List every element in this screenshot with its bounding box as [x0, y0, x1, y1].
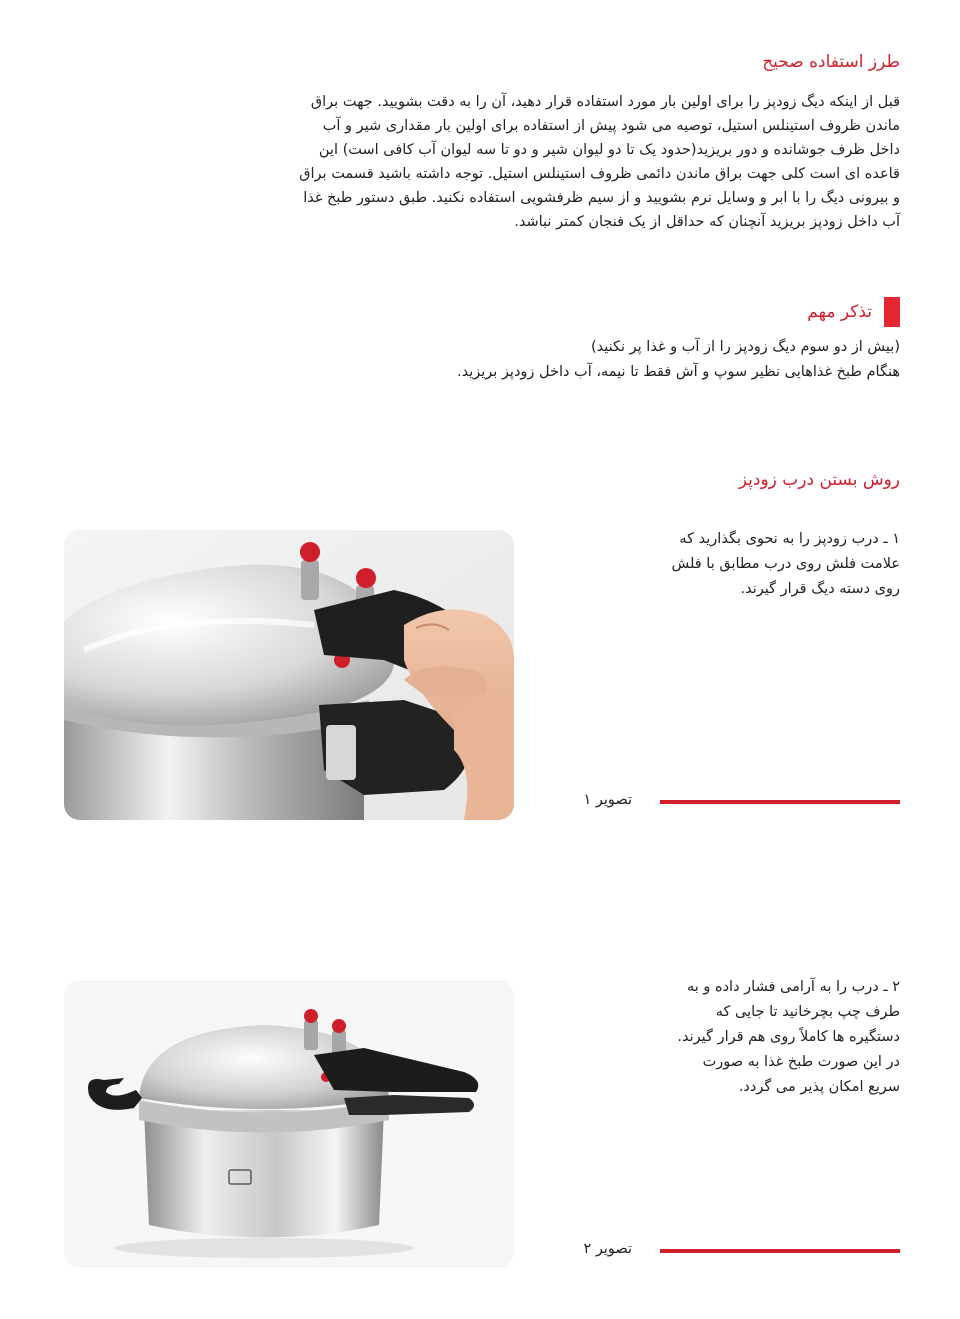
usage-title: طرز استفاده صحیح — [762, 52, 900, 72]
closing-title: روش بستن درب زودپز — [738, 470, 900, 490]
photo2-illustration — [64, 980, 514, 1268]
usage-line: آب داخل زودپز بریزید آنچنان که حداقل از یک فنجان کمتر نباشد. — [514, 214, 900, 230]
note-marker — [884, 297, 900, 327]
step2-line: سریع امکان پذیر می گردد. — [738, 1079, 900, 1095]
usage-line: داخل ظرف جوشانده و دور بریزید(حدود یک تا دو لیوان شیر و دو تا سه لیوان آب کافی است) این — [318, 142, 900, 158]
note-line: (بیش از دو سوم دیگ زودپز را از آب و غذا پر نکنید) — [590, 339, 900, 355]
usage-line: و بیرونی دیگ را با ابر و وسایل نرم بشویید و از سیم ظرفشویی استفاده نکنید. طبق دستور طبخ غذا — [303, 190, 900, 206]
step2-line: طرف چپ بچرخانید تا جایی که — [715, 1004, 900, 1020]
step2-line: دستگیره ها کاملاً روی هم قرار گیرند. — [677, 1029, 900, 1045]
caption2: تصویر ۲ — [583, 1241, 632, 1257]
usage-paragraph — [62, 90, 900, 234]
usage-line: قبل از اینکه دیگ زودپز را برای اولین بار مورد استفاده قرار دهید، آن را به دقت بشویید. جهت براق — [310, 94, 900, 110]
note-line: هنگام طبخ غذاهایی نظیر سوپ و آش فقط تا نیمه، آب داخل زودپز بریزید. — [456, 364, 900, 380]
note-title: تذکر مهم — [807, 302, 872, 322]
step1-line: ۱ ـ درب زودپز را به نحوی بگذارید که — [679, 531, 900, 547]
usage-line: ماندن ظروف استینلس استیل، توصیه می شود پیش از استفاده برای اولین بار مقداری شیر و آب — [322, 118, 900, 134]
step2-line: در این صورت طبخ غذا به صورت — [702, 1054, 900, 1070]
photo1-illustration — [64, 530, 514, 820]
step2-line: ۲ ـ درب را به آرامی فشار داده و به — [686, 979, 900, 995]
caption1-line — [660, 800, 900, 804]
step1-line: علامت فلش روی درب مطابق با فلش — [671, 556, 900, 572]
photo2 — [64, 980, 514, 1268]
note-text — [457, 335, 900, 385]
step2-text — [578, 975, 900, 1100]
step1-line: روی دسته دیگ قرار گیرند. — [740, 581, 900, 597]
step1-text — [578, 527, 900, 602]
caption2-line — [660, 1249, 900, 1253]
photo1 — [64, 530, 514, 820]
usage-line: قاعده ای است کلی جهت براق ماندن دائمی ظروف استینلس استیل. توجه داشته باشید قسمت براق — [299, 166, 900, 182]
caption1: تصویر ۱ — [583, 792, 632, 808]
